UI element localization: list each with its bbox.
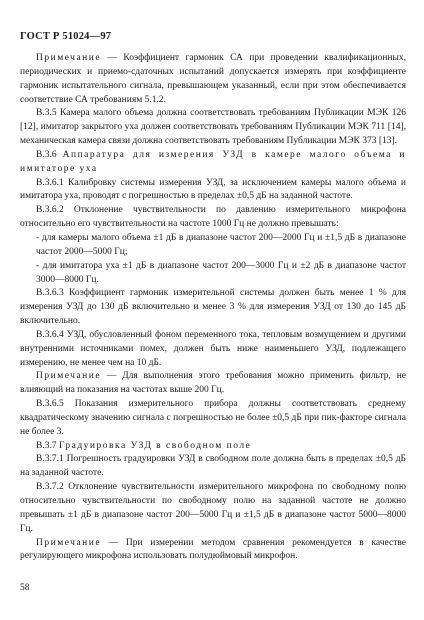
note-paragraph (20, 52, 406, 107)
page-number: 58 (20, 583, 30, 593)
body-paragraph: В.3.5 Камера малого объема должна соответствовать требованиям Публикации МЭК 126 [12], имитатор закрытого уха должен соответствовать требованиям Публикации МЭК 711 [14], механическая камера связи должна соответствовать требованиям Публикации МЭК 373 [13]. (20, 108, 406, 147)
note-text: Для выполнения этого требования можно применить фильтр, не влияющий на показания на частотах выше 200 Гц. (20, 371, 407, 396)
body-paragraph: В.3.6.3 Коэффициент гармоник измерительной системы должен быть менее 1 % для измерения УЗД до 130 дБ включительно и менее 3 % для измерения УЗД от 130 до 145 дБ включительно. (20, 288, 406, 327)
body-paragraph: В.3.6.4 УЗД, обусловленный фоном переменного тока, тепловым возмущением и другими внутренними источниками помех, должен быть ниже наименьшего УЗД, подлежащего измерению, не менее чем на 10 дБ. (20, 329, 406, 368)
document-body (20, 52, 406, 564)
note-dash: — (101, 537, 126, 548)
section-heading (20, 149, 406, 177)
list-item: - для камеры малого объема ±1 дБ в диапазоне частот 200—2000 Гц и ±1,5 дБ в диапазоне частот 2000—5000 Гц; (36, 232, 406, 257)
body-paragraph: В.3.7.1 Погрешность градуировки УЗД в свободном поле должна быть в пределах ±0,5 дБ на заданной частоте. (20, 454, 406, 479)
body-paragraph: В.3.7.2 Отклонение чувствительности измерительного микрофона по свободному полю относительно чувствительности по свободному полю на заданной частоте не должно превышать ±1 дБ в диапазоне частот 200—5000 Гц и ±1,5 дБ в диапазоне частот 5000—8000 Гц. (20, 482, 406, 534)
section-title: Аппаратура для измерения УЗД в камере малого объема и имитаторе уха (20, 149, 406, 174)
section-heading (20, 440, 406, 454)
note-label: Примечание (36, 537, 102, 548)
section-title: Градуировка УЗД в свободном поле (58, 440, 252, 451)
note-label: Примечание (36, 53, 102, 63)
list-item: - для имитатора уха ±1 дБ в диапазоне частот 200—3000 Гц и ±2 дБ в диапазоне частот 3000—8000 Гц. (36, 260, 406, 285)
body-paragraph: В.3.6.5 Показания измерительного прибора должны соответствовать среднему квадратическому значению сигнала с погрешностью не более ±0,5 дБ при пик-факторе сигнала не более 3. (20, 399, 406, 437)
note-paragraph (20, 370, 406, 398)
note-dash: — (101, 53, 124, 63)
section-number: В.3.6 (36, 149, 63, 160)
section-number: В.3.7 (36, 440, 59, 451)
body-paragraph: В.3.6.2 Отклонение чувствительности по давлению измерительного микрофона относительно его чувствительности на частоте 1000 Гц не должно превышать: (20, 205, 406, 230)
note-text: Коэффициент гармоник СА при проведении квалификационных, периодических и приемо-сдаточных испытаний допускается измерять при коэффициенте гармоник испытательного сигнала, превышающем указанный, если при этом обеспечивается соответствие СА требованиям 5.1.2. (20, 53, 406, 105)
note-dash: — (101, 371, 123, 382)
note-paragraph (20, 537, 406, 565)
document-header: ГОСТ Р 51024—97 (20, 31, 112, 42)
note-text: При измерении методом сравнения рекомендуется в качестве регулирующего микрофона использовать полудюймовый микрофон. (20, 537, 406, 562)
body-paragraph: В.3.6.1 Калибровку системы измерения УЗД, за исключением камеры малого объема и имитатора уха, проводят с погрешностью в пределах ±0,5 дБ на заданной частоте. (20, 177, 406, 202)
note-label: Примечание (36, 371, 102, 382)
